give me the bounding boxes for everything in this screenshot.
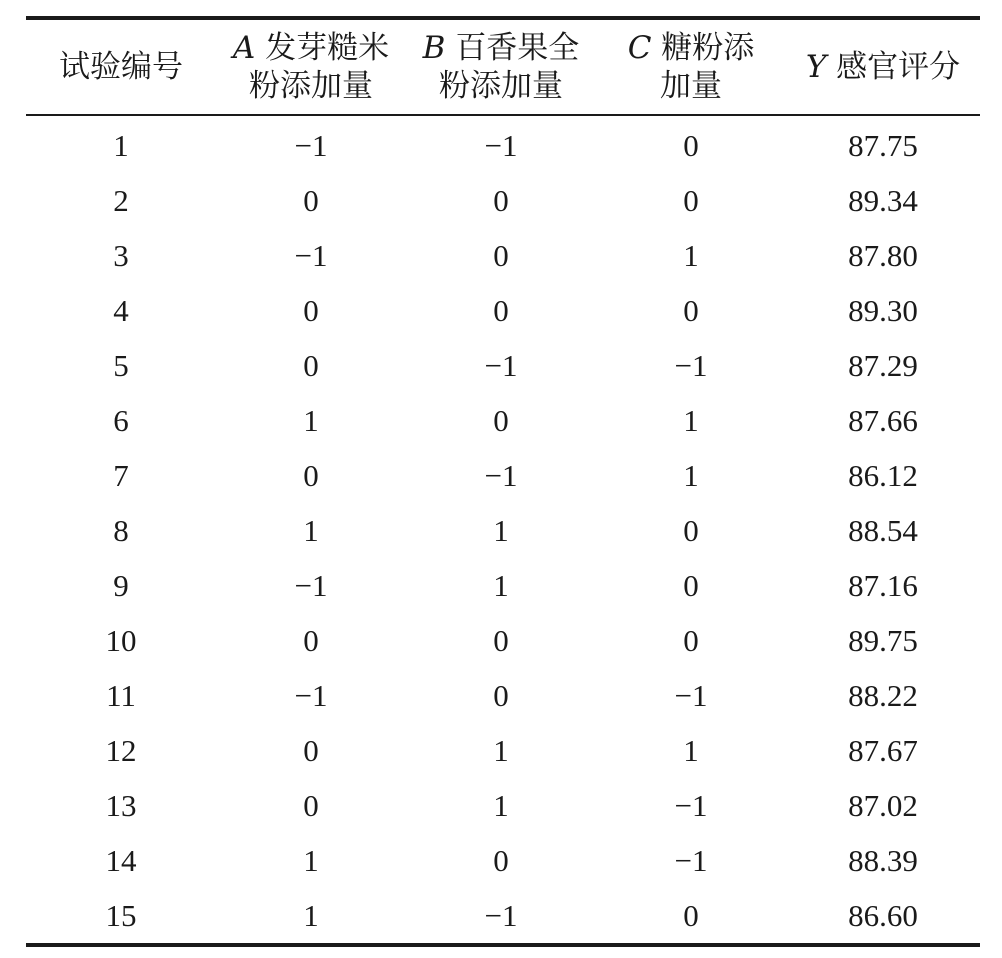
cell-factor-c: 0 (683, 512, 699, 548)
cell-factor-c: 0 (683, 567, 699, 603)
cell-factor-b: 1 (493, 787, 509, 823)
cell-score: 89.30 (848, 292, 918, 328)
header-trial-number (26, 18, 216, 115)
cell-trial-number: 10 (105, 622, 137, 658)
header-variable: B (422, 30, 446, 66)
cell-factor-a: 0 (303, 732, 319, 768)
cell-factor-b: 0 (493, 292, 509, 328)
cell-factor-a: 0 (303, 182, 319, 218)
header-factor-c (596, 18, 786, 115)
cell-factor-b: 1 (493, 732, 509, 768)
header-text-line2: 粉添加量 (439, 68, 563, 104)
experiment-design-table (26, 16, 980, 947)
table-row (26, 833, 980, 888)
cell-factor-c: 0 (683, 292, 699, 328)
cell-factor-c: 1 (683, 402, 699, 438)
experiment-table-container (26, 16, 980, 947)
cell-score: 89.75 (848, 622, 918, 658)
cell-score: 86.12 (848, 457, 918, 493)
table-row (26, 115, 980, 173)
header-factor-b (406, 18, 596, 115)
table-row (26, 503, 980, 558)
header-variable: Y (805, 49, 827, 85)
cell-factor-b: 0 (493, 402, 509, 438)
table-row (26, 173, 980, 228)
cell-factor-a: −1 (294, 677, 328, 713)
cell-factor-a: 1 (303, 512, 319, 548)
cell-factor-b: 0 (493, 842, 509, 878)
table-row (26, 613, 980, 668)
table-body (26, 115, 980, 945)
cell-score: 89.34 (848, 182, 918, 218)
cell-factor-a: 0 (303, 347, 319, 383)
cell-trial-number: 9 (113, 567, 129, 603)
cell-trial-number: 3 (113, 237, 129, 273)
cell-factor-a: −1 (294, 237, 328, 273)
cell-factor-b: 0 (493, 677, 509, 713)
cell-factor-a: 1 (303, 842, 319, 878)
header-factor-a (216, 18, 406, 115)
cell-factor-a: −1 (294, 567, 328, 603)
cell-factor-a: 1 (303, 402, 319, 438)
cell-score: 88.54 (848, 512, 918, 548)
cell-trial-number: 7 (113, 457, 129, 493)
cell-factor-c: 0 (683, 182, 699, 218)
cell-factor-c: 0 (683, 127, 699, 163)
cell-factor-a: 0 (303, 292, 319, 328)
cell-factor-b: −1 (484, 347, 518, 383)
cell-factor-b: 1 (493, 567, 509, 603)
table-row (26, 668, 980, 723)
cell-score: 88.39 (848, 842, 918, 878)
cell-factor-c: −1 (674, 347, 708, 383)
cell-trial-number: 4 (113, 292, 129, 328)
cell-score: 87.67 (848, 732, 918, 768)
cell-factor-a: 0 (303, 457, 319, 493)
table-header (26, 18, 980, 115)
header-text: 糖粉添 (661, 30, 755, 66)
cell-factor-c: −1 (674, 842, 708, 878)
cell-trial-number: 13 (105, 787, 137, 823)
header-text-line2: 加量 (660, 68, 722, 104)
cell-score: 87.29 (848, 347, 918, 383)
header-text: 感官评分 (836, 49, 961, 85)
cell-factor-c: 1 (683, 457, 699, 493)
header-variable: C (627, 30, 652, 66)
cell-trial-number: 5 (113, 347, 129, 383)
cell-trial-number: 8 (113, 512, 129, 548)
cell-trial-number: 12 (105, 732, 137, 768)
cell-factor-b: −1 (484, 127, 518, 163)
table-row (26, 283, 980, 338)
cell-score: 87.80 (848, 237, 918, 273)
table-row (26, 228, 980, 283)
cell-score: 87.02 (848, 787, 918, 823)
cell-score: 87.75 (848, 127, 918, 163)
cell-trial-number: 2 (113, 182, 129, 218)
cell-factor-c: 1 (683, 237, 699, 273)
table-row (26, 723, 980, 778)
cell-factor-b: −1 (484, 457, 518, 493)
cell-factor-a: 0 (303, 622, 319, 658)
cell-trial-number: 6 (113, 402, 129, 438)
cell-factor-b: 0 (493, 182, 509, 218)
cell-trial-number: 15 (105, 897, 137, 933)
header-text: 试验编号 (59, 49, 183, 85)
header-response-y (786, 18, 980, 115)
cell-trial-number: 1 (113, 127, 129, 163)
cell-factor-b: 1 (493, 512, 509, 548)
cell-score: 86.60 (848, 897, 918, 933)
table-row (26, 448, 980, 503)
table-row (26, 338, 980, 393)
table-row (26, 778, 980, 833)
header-text-line2: 粉添加量 (249, 68, 373, 104)
cell-score: 87.66 (848, 402, 918, 438)
header-text: 百香果全 (455, 30, 580, 66)
cell-factor-b: −1 (484, 897, 518, 933)
header-text: 发芽糙米 (265, 30, 390, 66)
cell-trial-number: 11 (106, 677, 136, 713)
cell-factor-c: 0 (683, 622, 699, 658)
cell-factor-a: 1 (303, 897, 319, 933)
cell-factor-c: 1 (683, 732, 699, 768)
cell-factor-b: 0 (493, 237, 509, 273)
cell-factor-b: 0 (493, 622, 509, 658)
cell-score: 88.22 (848, 677, 918, 713)
cell-factor-a: 0 (303, 787, 319, 823)
table-row (26, 558, 980, 613)
cell-factor-c: −1 (674, 787, 708, 823)
cell-factor-a: −1 (294, 127, 328, 163)
cell-score: 87.16 (848, 567, 918, 603)
cell-factor-c: −1 (674, 677, 708, 713)
table-row (26, 393, 980, 448)
header-variable: A (232, 30, 256, 66)
table-row (26, 888, 980, 945)
cell-factor-c: 0 (683, 897, 699, 933)
header-row (26, 18, 980, 115)
cell-trial-number: 14 (105, 842, 137, 878)
